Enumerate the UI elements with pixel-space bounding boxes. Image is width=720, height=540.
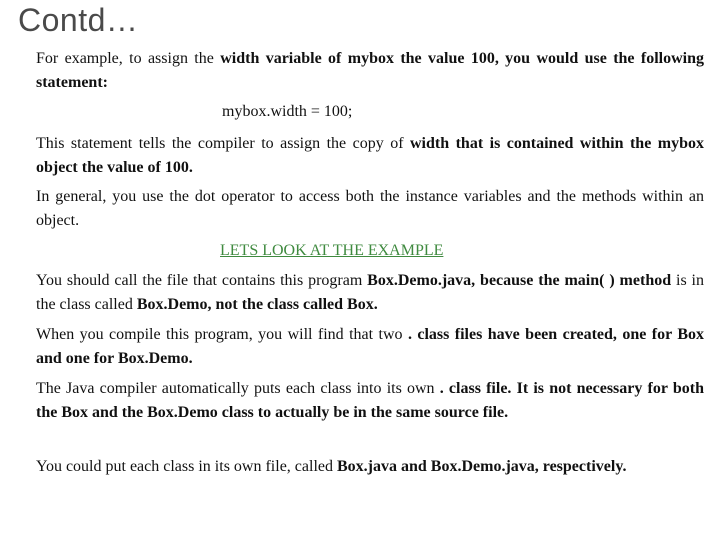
- bullet-text: The Java compiler automatically puts each class into its own . class file. It is not necessary for both the Box and the Box.Demo class to actually be in the same source file.: [36, 380, 705, 421]
- bullet-text: You could put each class in its own file, called Box.java and Box.Demo.java, respectively.: [36, 458, 627, 475]
- bullet-item: [14, 185, 704, 233]
- slide-title: Contd…: [18, 2, 139, 38]
- bullet-text: This statement tells the compiler to assign the copy of width that is contained within the mybox object the value of 100.: [36, 135, 704, 176]
- bullet-text: For example, to assign the width variable of mybox the value 100, you would use the following statement:: [36, 50, 704, 91]
- bullet-item: [14, 323, 704, 371]
- bullet-item: [14, 132, 704, 180]
- bullet-item: [14, 47, 704, 95]
- example-link[interactable]: LETS LOOK AT THE EXAMPLE: [220, 242, 444, 259]
- bullet-item: [14, 377, 704, 425]
- code-statement: mybox.width = 100;: [222, 103, 353, 120]
- bullet-text: When you compile this program, you will find that two . class files have been created, one for Box and one for Box.Demo.: [36, 326, 705, 367]
- bullet-text: In general, you use the dot operator to access both the instance variables and the methods within an object.: [36, 188, 704, 229]
- bullet-text: You should call the file that contains this program Box.Demo.java, because the main( ) method is in the class called Box.Demo, not the class called Box.: [36, 272, 704, 313]
- bullet-item: [14, 269, 704, 317]
- example-link-row: [214, 239, 443, 264]
- bullet-item: [14, 455, 704, 479]
